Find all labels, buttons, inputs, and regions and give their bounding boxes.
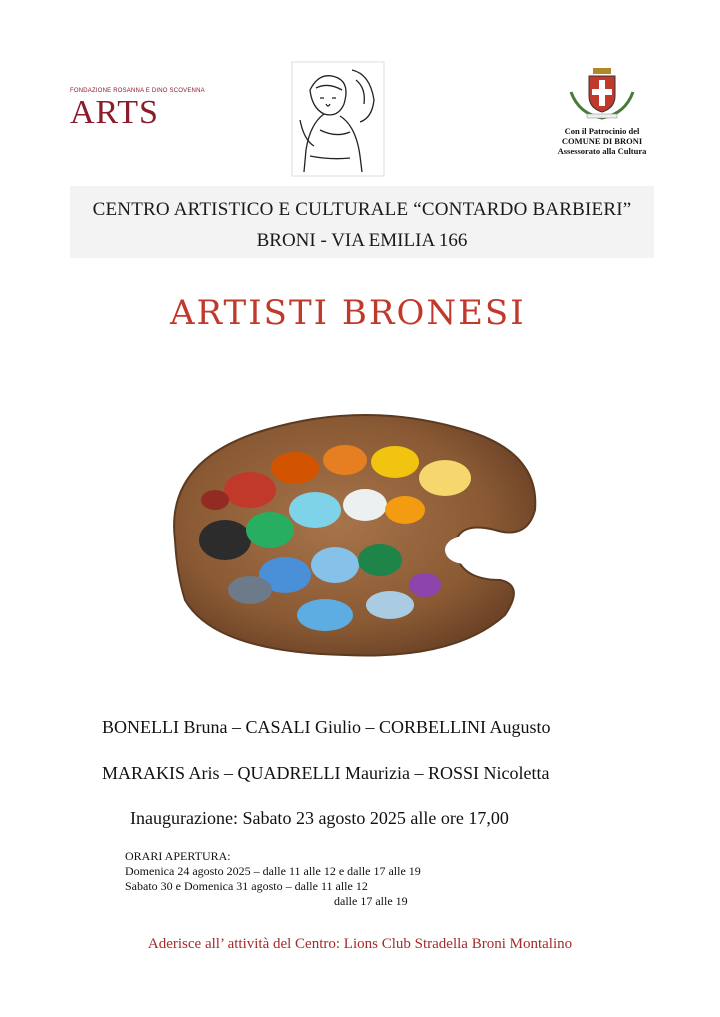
sponsor-footer: Aderisce all’ attività del Centro: Lions Club Stradella Broni Montalino: [147, 936, 573, 952]
foundation-logo-caption: FONDAZIONE ROSANNA E DINO SCOVENNA: [70, 88, 205, 94]
foundation-logo-text: ARTS: [70, 94, 159, 131]
opening-hours-line: Sabato 30 e Domenica 31 agosto – dalle 11 alle 12: [125, 879, 368, 893]
municipality-name: COMUNE DI BRONI: [561, 136, 643, 146]
opening-hours-line: dalle 17 alle 19: [334, 894, 408, 908]
center-address: BRONI - VIA EMILIA 166: [256, 230, 468, 251]
artists-row-2: MARAKIS Aris – QUADRELLI Maurizia – ROSSI Nicoletta: [102, 763, 550, 783]
center-name: CENTRO ARTISTICO E CULTURALE “CONTARDO BARBIERI”: [92, 199, 632, 220]
opening-hours-heading: ORARI APERTURA:: [125, 849, 231, 863]
foundation-logo: [70, 88, 205, 136]
opening-hours-line: Domenica 24 agosto 2025 – dalle 11 alle 12 e dalle 17 alle 19: [125, 864, 421, 878]
patronage-line: Con il Patrocinio del: [564, 126, 640, 136]
artists-row-1: BONELLI Bruna – CASALI Giulio – CORBELLINI Augusto: [102, 717, 551, 737]
municipality-logo: [549, 62, 655, 160]
paint-palette-image: [155, 390, 565, 670]
department-name: Assessorato alla Cultura: [557, 146, 647, 156]
center-banner: [70, 186, 654, 258]
inauguration-text: Inaugurazione: Sabato 23 agosto 2025 alle ore 17,00: [130, 808, 509, 828]
exhibition-title: ARTISTI BRONESI: [170, 293, 526, 333]
artist-sketch-image: [290, 60, 386, 178]
coat-of-arms-icon: [549, 62, 655, 124]
